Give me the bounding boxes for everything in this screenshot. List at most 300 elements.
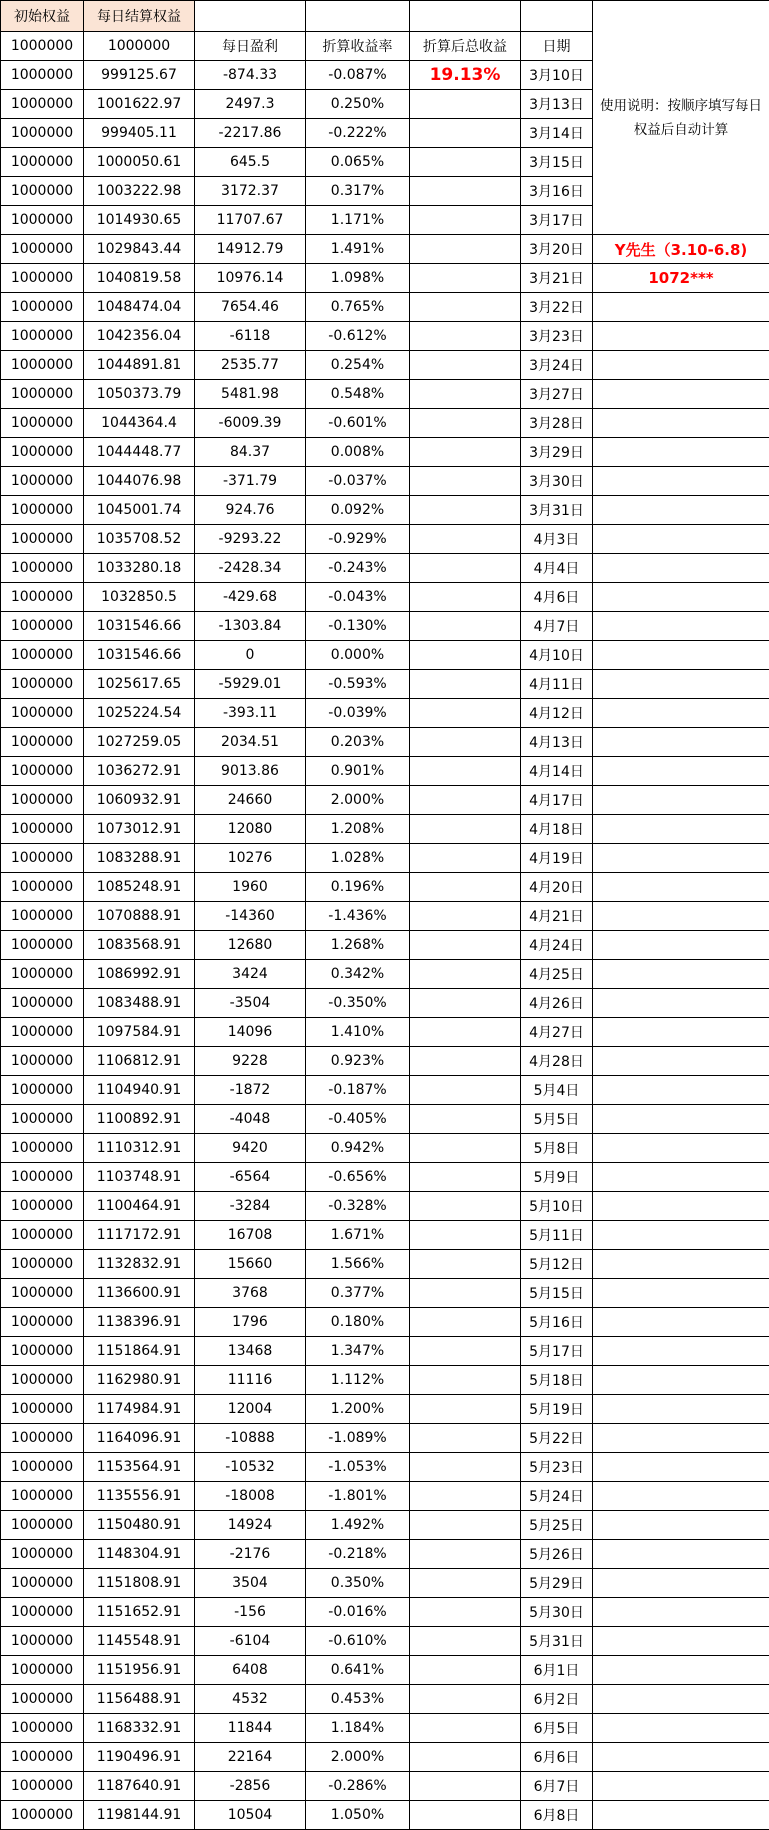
total-return-cell[interactable]: [410, 148, 521, 177]
total-return-cell[interactable]: [410, 670, 521, 699]
return-rate-cell[interactable]: 0.901%: [306, 757, 410, 786]
daily-equity-cell[interactable]: 1025617.65: [84, 670, 195, 699]
date-cell[interactable]: 3月10日: [521, 61, 593, 90]
total-return-cell[interactable]: [410, 206, 521, 235]
daily-equity-cell[interactable]: 1033280.18: [84, 554, 195, 583]
date-cell[interactable]: 4月3日: [521, 525, 593, 554]
daily-equity-cell[interactable]: 1083488.91: [84, 989, 195, 1018]
date-cell[interactable]: 5月31日: [521, 1627, 593, 1656]
date-cell[interactable]: 5月12日: [521, 1250, 593, 1279]
return-rate-cell[interactable]: -0.656%: [306, 1163, 410, 1192]
daily-pnl-cell[interactable]: 0: [195, 641, 306, 670]
side-blank-cell[interactable]: [593, 554, 769, 583]
date-cell[interactable]: 6月8日: [521, 1801, 593, 1830]
side-blank-cell[interactable]: [593, 931, 769, 960]
daily-equity-cell[interactable]: 1045001.74: [84, 496, 195, 525]
daily-equity-cell[interactable]: 1083288.91: [84, 844, 195, 873]
total-return-cell[interactable]: [410, 264, 521, 293]
initial-equity-cell[interactable]: 1000000: [1, 815, 84, 844]
date-cell[interactable]: 3月21日: [521, 264, 593, 293]
daily-equity-cell[interactable]: 1100892.91: [84, 1105, 195, 1134]
daily-pnl-cell[interactable]: -3284: [195, 1192, 306, 1221]
side-blank-cell[interactable]: [593, 293, 769, 322]
initial-equity-cell[interactable]: 1000000: [1, 1453, 84, 1482]
side-blank-cell[interactable]: [593, 641, 769, 670]
date-cell[interactable]: 3月24日: [521, 351, 593, 380]
side-blank-cell[interactable]: [593, 1569, 769, 1598]
daily-pnl-cell[interactable]: -6009.39: [195, 409, 306, 438]
side-blank-cell[interactable]: [593, 1482, 769, 1511]
total-return-cell[interactable]: [410, 235, 521, 264]
daily-pnl-cell[interactable]: 645.5: [195, 148, 306, 177]
daily-pnl-cell[interactable]: 4532: [195, 1685, 306, 1714]
total-return-cell[interactable]: [410, 1076, 521, 1105]
initial-equity-cell[interactable]: 1000000: [1, 293, 84, 322]
initial-equity-cell[interactable]: 1000000: [1, 177, 84, 206]
return-rate-cell[interactable]: -0.039%: [306, 699, 410, 728]
side-blank-cell[interactable]: [593, 1656, 769, 1685]
total-return-value[interactable]: 19.13%: [410, 61, 521, 90]
initial-equity-cell[interactable]: 1000000: [1, 641, 84, 670]
daily-equity-cell[interactable]: 1044076.98: [84, 467, 195, 496]
return-rate-cell[interactable]: 1.098%: [306, 264, 410, 293]
initial-equity-cell[interactable]: 1000000: [1, 1714, 84, 1743]
return-rate-cell[interactable]: 1.410%: [306, 1018, 410, 1047]
date-cell[interactable]: 3月13日: [521, 90, 593, 119]
initial-equity-cell[interactable]: 1000000: [1, 235, 84, 264]
return-rate-cell[interactable]: 1.050%: [306, 1801, 410, 1830]
daily-pnl-cell[interactable]: -2428.34: [195, 554, 306, 583]
blank-cell[interactable]: [521, 1, 593, 32]
return-rate-cell[interactable]: 0.065%: [306, 148, 410, 177]
date-cell[interactable]: 5月10日: [521, 1192, 593, 1221]
return-rate-cell[interactable]: 0.196%: [306, 873, 410, 902]
daily-equity-cell[interactable]: 1187640.91: [84, 1772, 195, 1801]
return-rate-cell[interactable]: 0.203%: [306, 728, 410, 757]
return-rate-cell[interactable]: 0.250%: [306, 90, 410, 119]
daily-pnl-cell[interactable]: 13468: [195, 1337, 306, 1366]
daily-pnl-cell[interactable]: -2856: [195, 1772, 306, 1801]
daily-pnl-cell[interactable]: -10532: [195, 1453, 306, 1482]
daily-pnl-cell[interactable]: 2535.77: [195, 351, 306, 380]
date-cell[interactable]: 4月25日: [521, 960, 593, 989]
initial-equity-cell[interactable]: 1000000: [1, 206, 84, 235]
initial-equity-cell[interactable]: 1000000: [1, 786, 84, 815]
header-initial-equity[interactable]: 初始权益: [1, 1, 84, 32]
date-cell[interactable]: 5月24日: [521, 1482, 593, 1511]
total-return-cell[interactable]: [410, 380, 521, 409]
initial-equity-cell[interactable]: 1000000: [1, 61, 84, 90]
initial-equity-cell[interactable]: 1000000: [1, 699, 84, 728]
date-cell[interactable]: 3月23日: [521, 322, 593, 351]
date-cell[interactable]: 3月28日: [521, 409, 593, 438]
total-return-cell[interactable]: [410, 1569, 521, 1598]
total-return-cell[interactable]: [410, 1656, 521, 1685]
side-blank-cell[interactable]: [593, 670, 769, 699]
side-blank-cell[interactable]: [593, 1337, 769, 1366]
total-return-cell[interactable]: [410, 902, 521, 931]
daily-equity-cell[interactable]: 1040819.58: [84, 264, 195, 293]
total-return-cell[interactable]: [410, 873, 521, 902]
return-rate-cell[interactable]: -0.405%: [306, 1105, 410, 1134]
daily-equity-cell[interactable]: 1135556.91: [84, 1482, 195, 1511]
total-return-cell[interactable]: [410, 1250, 521, 1279]
initial-equity-cell[interactable]: 1000000: [1, 1627, 84, 1656]
date-cell[interactable]: 5月11日: [521, 1221, 593, 1250]
daily-equity-cell[interactable]: 1174984.91: [84, 1395, 195, 1424]
daily-pnl-cell[interactable]: 3504: [195, 1569, 306, 1598]
side-blank-cell[interactable]: [593, 438, 769, 467]
date-cell[interactable]: 3月31日: [521, 496, 593, 525]
date-cell[interactable]: 3月29日: [521, 438, 593, 467]
daily-equity-cell[interactable]: 1073012.91: [84, 815, 195, 844]
total-return-cell[interactable]: [410, 1018, 521, 1047]
total-return-cell[interactable]: [410, 960, 521, 989]
daily-pnl-cell[interactable]: 14096: [195, 1018, 306, 1047]
date-cell[interactable]: 4月4日: [521, 554, 593, 583]
side-blank-cell[interactable]: [593, 1714, 769, 1743]
daily-pnl-cell[interactable]: 7654.46: [195, 293, 306, 322]
return-rate-cell[interactable]: 1.492%: [306, 1511, 410, 1540]
daily-equity-cell[interactable]: 1151864.91: [84, 1337, 195, 1366]
daily-pnl-cell[interactable]: 3768: [195, 1279, 306, 1308]
return-rate-cell[interactable]: -0.286%: [306, 1772, 410, 1801]
daily-pnl-cell[interactable]: -5929.01: [195, 670, 306, 699]
date-cell[interactable]: 5月19日: [521, 1395, 593, 1424]
date-cell[interactable]: 4月17日: [521, 786, 593, 815]
total-return-cell[interactable]: [410, 699, 521, 728]
initial-value-cell[interactable]: 1000000: [1, 32, 84, 61]
daily-pnl-cell[interactable]: 1960: [195, 873, 306, 902]
date-cell[interactable]: 5月15日: [521, 1279, 593, 1308]
initial-equity-cell[interactable]: 1000000: [1, 438, 84, 467]
side-blank-cell[interactable]: [593, 612, 769, 641]
date-cell[interactable]: 6月1日: [521, 1656, 593, 1685]
date-cell[interactable]: 5月29日: [521, 1569, 593, 1598]
side-blank-cell[interactable]: [593, 1308, 769, 1337]
daily-equity-cell[interactable]: 1042356.04: [84, 322, 195, 351]
date-cell[interactable]: 4月11日: [521, 670, 593, 699]
side-blank-cell[interactable]: [593, 960, 769, 989]
daily-equity-cell[interactable]: 1048474.04: [84, 293, 195, 322]
return-rate-cell[interactable]: -1.801%: [306, 1482, 410, 1511]
daily-pnl-cell[interactable]: -393.11: [195, 699, 306, 728]
daily-pnl-cell[interactable]: 10504: [195, 1801, 306, 1830]
daily-pnl-cell[interactable]: 5481.98: [195, 380, 306, 409]
initial-equity-cell[interactable]: 1000000: [1, 1598, 84, 1627]
daily-equity-cell[interactable]: 999405.11: [84, 119, 195, 148]
side-blank-cell[interactable]: [593, 989, 769, 1018]
daily-pnl-cell[interactable]: 10976.14: [195, 264, 306, 293]
date-cell[interactable]: 4月7日: [521, 612, 593, 641]
daily-pnl-cell[interactable]: -6564: [195, 1163, 306, 1192]
daily-equity-cell[interactable]: 1014930.65: [84, 206, 195, 235]
total-return-cell[interactable]: [410, 844, 521, 873]
return-rate-cell[interactable]: 0.641%: [306, 1656, 410, 1685]
side-blank-cell[interactable]: [593, 1627, 769, 1656]
daily-pnl-cell[interactable]: -3504: [195, 989, 306, 1018]
return-rate-cell[interactable]: -0.350%: [306, 989, 410, 1018]
total-return-cell[interactable]: [410, 612, 521, 641]
total-return-cell[interactable]: [410, 438, 521, 467]
daily-pnl-cell[interactable]: 12680: [195, 931, 306, 960]
total-return-cell[interactable]: [410, 641, 521, 670]
date-cell[interactable]: 4月19日: [521, 844, 593, 873]
date-cell[interactable]: 6月2日: [521, 1685, 593, 1714]
daily-pnl-cell[interactable]: 11707.67: [195, 206, 306, 235]
initial-equity-cell[interactable]: 1000000: [1, 728, 84, 757]
side-blank-cell[interactable]: [593, 1279, 769, 1308]
side-blank-cell[interactable]: [593, 1685, 769, 1714]
initial-equity-cell[interactable]: 1000000: [1, 1482, 84, 1511]
date-cell[interactable]: 5月22日: [521, 1424, 593, 1453]
date-cell[interactable]: 5月16日: [521, 1308, 593, 1337]
total-return-cell[interactable]: [410, 1221, 521, 1250]
return-rate-cell[interactable]: 0.765%: [306, 293, 410, 322]
initial-equity-cell[interactable]: 1000000: [1, 1772, 84, 1801]
daily-pnl-cell[interactable]: -1872: [195, 1076, 306, 1105]
date-cell[interactable]: 6月6日: [521, 1743, 593, 1772]
daily-equity-cell[interactable]: 1151808.91: [84, 1569, 195, 1598]
header-date[interactable]: 日期: [521, 32, 593, 61]
daily-equity-cell[interactable]: 1151956.91: [84, 1656, 195, 1685]
initial-equity-cell[interactable]: 1000000: [1, 612, 84, 641]
total-return-cell[interactable]: [410, 409, 521, 438]
total-return-cell[interactable]: [410, 1801, 521, 1830]
daily-equity-cell[interactable]: 1032850.5: [84, 583, 195, 612]
initial-equity-cell[interactable]: 1000000: [1, 351, 84, 380]
return-rate-cell[interactable]: -0.243%: [306, 554, 410, 583]
total-return-cell[interactable]: [410, 1337, 521, 1366]
return-rate-cell[interactable]: 0.453%: [306, 1685, 410, 1714]
return-rate-cell[interactable]: -0.328%: [306, 1192, 410, 1221]
return-rate-cell[interactable]: -0.218%: [306, 1540, 410, 1569]
daily-equity-cell[interactable]: 1044891.81: [84, 351, 195, 380]
side-blank-cell[interactable]: [593, 757, 769, 786]
side-blank-cell[interactable]: [593, 1163, 769, 1192]
daily-pnl-cell[interactable]: -18008: [195, 1482, 306, 1511]
daily-pnl-cell[interactable]: -156: [195, 1598, 306, 1627]
daily-equity-cell[interactable]: 1132832.91: [84, 1250, 195, 1279]
daily-equity-cell[interactable]: 1060932.91: [84, 786, 195, 815]
daily-equity-cell[interactable]: 1168332.91: [84, 1714, 195, 1743]
daily-equity-cell[interactable]: 1070888.91: [84, 902, 195, 931]
daily-pnl-cell[interactable]: -9293.22: [195, 525, 306, 554]
daily-equity-cell[interactable]: 1050373.79: [84, 380, 195, 409]
return-rate-cell[interactable]: 1.268%: [306, 931, 410, 960]
initial-equity-cell[interactable]: 1000000: [1, 757, 84, 786]
daily-pnl-cell[interactable]: 1796: [195, 1308, 306, 1337]
daily-equity-cell[interactable]: 1031546.66: [84, 612, 195, 641]
header-return-rate[interactable]: 折算收益率: [306, 32, 410, 61]
initial-equity-cell[interactable]: 1000000: [1, 1105, 84, 1134]
return-rate-cell[interactable]: 1.200%: [306, 1395, 410, 1424]
header-daily-pnl[interactable]: 每日盈利: [195, 32, 306, 61]
date-cell[interactable]: 4月12日: [521, 699, 593, 728]
daily-equity-cell[interactable]: 1162980.91: [84, 1366, 195, 1395]
initial-equity-cell[interactable]: 1000000: [1, 380, 84, 409]
initial-equity-cell[interactable]: 1000000: [1, 409, 84, 438]
daily-equity-initial-cell[interactable]: 1000000: [84, 32, 195, 61]
initial-equity-cell[interactable]: 1000000: [1, 1656, 84, 1685]
return-rate-cell[interactable]: -0.601%: [306, 409, 410, 438]
daily-equity-cell[interactable]: 1153564.91: [84, 1453, 195, 1482]
daily-equity-cell[interactable]: 1036272.91: [84, 757, 195, 786]
daily-pnl-cell[interactable]: -2176: [195, 1540, 306, 1569]
daily-equity-cell[interactable]: 1025224.54: [84, 699, 195, 728]
daily-pnl-cell[interactable]: -6104: [195, 1627, 306, 1656]
return-rate-cell[interactable]: 0.923%: [306, 1047, 410, 1076]
total-return-cell[interactable]: [410, 119, 521, 148]
user-id-label[interactable]: 1072***: [593, 264, 769, 293]
total-return-cell[interactable]: [410, 989, 521, 1018]
total-return-cell[interactable]: [410, 554, 521, 583]
total-return-cell[interactable]: [410, 1714, 521, 1743]
total-return-cell[interactable]: [410, 496, 521, 525]
total-return-cell[interactable]: [410, 525, 521, 554]
daily-pnl-cell[interactable]: 14912.79: [195, 235, 306, 264]
initial-equity-cell[interactable]: 1000000: [1, 1511, 84, 1540]
daily-pnl-cell[interactable]: 16708: [195, 1221, 306, 1250]
daily-equity-cell[interactable]: 1085248.91: [84, 873, 195, 902]
date-cell[interactable]: 5月5日: [521, 1105, 593, 1134]
return-rate-cell[interactable]: 1.208%: [306, 815, 410, 844]
total-return-cell[interactable]: [410, 1453, 521, 1482]
initial-equity-cell[interactable]: 1000000: [1, 960, 84, 989]
date-cell[interactable]: 5月25日: [521, 1511, 593, 1540]
initial-equity-cell[interactable]: 1000000: [1, 1685, 84, 1714]
daily-equity-cell[interactable]: 1136600.91: [84, 1279, 195, 1308]
daily-equity-cell[interactable]: 1044448.77: [84, 438, 195, 467]
return-rate-cell[interactable]: 1.491%: [306, 235, 410, 264]
total-return-cell[interactable]: [410, 467, 521, 496]
return-rate-cell[interactable]: 0.342%: [306, 960, 410, 989]
total-return-cell[interactable]: [410, 177, 521, 206]
return-rate-cell[interactable]: -0.222%: [306, 119, 410, 148]
daily-equity-cell[interactable]: 1031546.66: [84, 641, 195, 670]
daily-pnl-cell[interactable]: 84.37: [195, 438, 306, 467]
daily-equity-cell[interactable]: 1198144.91: [84, 1801, 195, 1830]
return-rate-cell[interactable]: 1.566%: [306, 1250, 410, 1279]
initial-equity-cell[interactable]: 1000000: [1, 1076, 84, 1105]
initial-equity-cell[interactable]: 1000000: [1, 1163, 84, 1192]
daily-equity-cell[interactable]: 1190496.91: [84, 1743, 195, 1772]
daily-pnl-cell[interactable]: -6118: [195, 322, 306, 351]
return-rate-cell[interactable]: -0.016%: [306, 1598, 410, 1627]
side-blank-cell[interactable]: [593, 1743, 769, 1772]
daily-equity-cell[interactable]: 1138396.91: [84, 1308, 195, 1337]
initial-equity-cell[interactable]: 1000000: [1, 322, 84, 351]
initial-equity-cell[interactable]: 1000000: [1, 496, 84, 525]
initial-equity-cell[interactable]: 1000000: [1, 148, 84, 177]
total-return-cell[interactable]: [410, 1279, 521, 1308]
side-blank-cell[interactable]: [593, 467, 769, 496]
date-cell[interactable]: 5月4日: [521, 1076, 593, 1105]
initial-equity-cell[interactable]: 1000000: [1, 1337, 84, 1366]
initial-equity-cell[interactable]: 1000000: [1, 1192, 84, 1221]
daily-equity-cell[interactable]: 1035708.52: [84, 525, 195, 554]
return-rate-cell[interactable]: 0.008%: [306, 438, 410, 467]
daily-pnl-cell[interactable]: 9420: [195, 1134, 306, 1163]
total-return-cell[interactable]: [410, 1395, 521, 1424]
side-blank-cell[interactable]: [593, 1395, 769, 1424]
initial-equity-cell[interactable]: 1000000: [1, 90, 84, 119]
side-blank-cell[interactable]: [593, 815, 769, 844]
daily-pnl-cell[interactable]: 15660: [195, 1250, 306, 1279]
total-return-cell[interactable]: [410, 815, 521, 844]
date-cell[interactable]: 5月18日: [521, 1366, 593, 1395]
daily-pnl-cell[interactable]: 10276: [195, 844, 306, 873]
date-cell[interactable]: 4月10日: [521, 641, 593, 670]
initial-equity-cell[interactable]: 1000000: [1, 902, 84, 931]
date-cell[interactable]: 5月17日: [521, 1337, 593, 1366]
date-cell[interactable]: 4月27日: [521, 1018, 593, 1047]
daily-equity-cell[interactable]: 1103748.91: [84, 1163, 195, 1192]
total-return-cell[interactable]: [410, 1424, 521, 1453]
date-cell[interactable]: 3月22日: [521, 293, 593, 322]
total-return-cell[interactable]: [410, 1308, 521, 1337]
return-rate-cell[interactable]: 1.171%: [306, 206, 410, 235]
daily-pnl-cell[interactable]: 9013.86: [195, 757, 306, 786]
return-rate-cell[interactable]: 1.184%: [306, 1714, 410, 1743]
return-rate-cell[interactable]: -0.130%: [306, 612, 410, 641]
daily-equity-cell[interactable]: 1145548.91: [84, 1627, 195, 1656]
daily-pnl-cell[interactable]: 9228: [195, 1047, 306, 1076]
initial-equity-cell[interactable]: 1000000: [1, 1221, 84, 1250]
side-blank-cell[interactable]: [593, 786, 769, 815]
header-daily-equity[interactable]: 每日结算权益: [84, 1, 195, 32]
return-rate-cell[interactable]: 2.000%: [306, 786, 410, 815]
total-return-cell[interactable]: [410, 1772, 521, 1801]
daily-pnl-cell[interactable]: 24660: [195, 786, 306, 815]
daily-equity-cell[interactable]: 1027259.05: [84, 728, 195, 757]
initial-equity-cell[interactable]: 1000000: [1, 119, 84, 148]
daily-pnl-cell[interactable]: 22164: [195, 1743, 306, 1772]
side-blank-cell[interactable]: [593, 1192, 769, 1221]
daily-pnl-cell[interactable]: -874.33: [195, 61, 306, 90]
side-blank-cell[interactable]: [593, 1366, 769, 1395]
return-rate-cell[interactable]: -0.087%: [306, 61, 410, 90]
blank-cell[interactable]: [306, 1, 410, 32]
return-rate-cell[interactable]: -0.037%: [306, 467, 410, 496]
daily-equity-cell[interactable]: 1097584.91: [84, 1018, 195, 1047]
total-return-cell[interactable]: [410, 757, 521, 786]
initial-equity-cell[interactable]: 1000000: [1, 844, 84, 873]
daily-equity-cell[interactable]: 1150480.91: [84, 1511, 195, 1540]
initial-equity-cell[interactable]: 1000000: [1, 1018, 84, 1047]
daily-equity-cell[interactable]: 1104940.91: [84, 1076, 195, 1105]
initial-equity-cell[interactable]: 1000000: [1, 670, 84, 699]
daily-pnl-cell[interactable]: -10888: [195, 1424, 306, 1453]
return-rate-cell[interactable]: -1.053%: [306, 1453, 410, 1482]
side-blank-cell[interactable]: [593, 1047, 769, 1076]
date-cell[interactable]: 4月6日: [521, 583, 593, 612]
daily-pnl-cell[interactable]: 6408: [195, 1656, 306, 1685]
return-rate-cell[interactable]: 0.377%: [306, 1279, 410, 1308]
total-return-cell[interactable]: [410, 1482, 521, 1511]
return-rate-cell[interactable]: 1.028%: [306, 844, 410, 873]
daily-pnl-cell[interactable]: -1303.84: [195, 612, 306, 641]
date-cell[interactable]: 4月13日: [521, 728, 593, 757]
date-cell[interactable]: 3月16日: [521, 177, 593, 206]
return-rate-cell[interactable]: 0.092%: [306, 496, 410, 525]
return-rate-cell[interactable]: 1.347%: [306, 1337, 410, 1366]
side-blank-cell[interactable]: [593, 1772, 769, 1801]
initial-equity-cell[interactable]: 1000000: [1, 1424, 84, 1453]
date-cell[interactable]: 4月18日: [521, 815, 593, 844]
total-return-cell[interactable]: [410, 322, 521, 351]
date-cell[interactable]: 5月8日: [521, 1134, 593, 1163]
